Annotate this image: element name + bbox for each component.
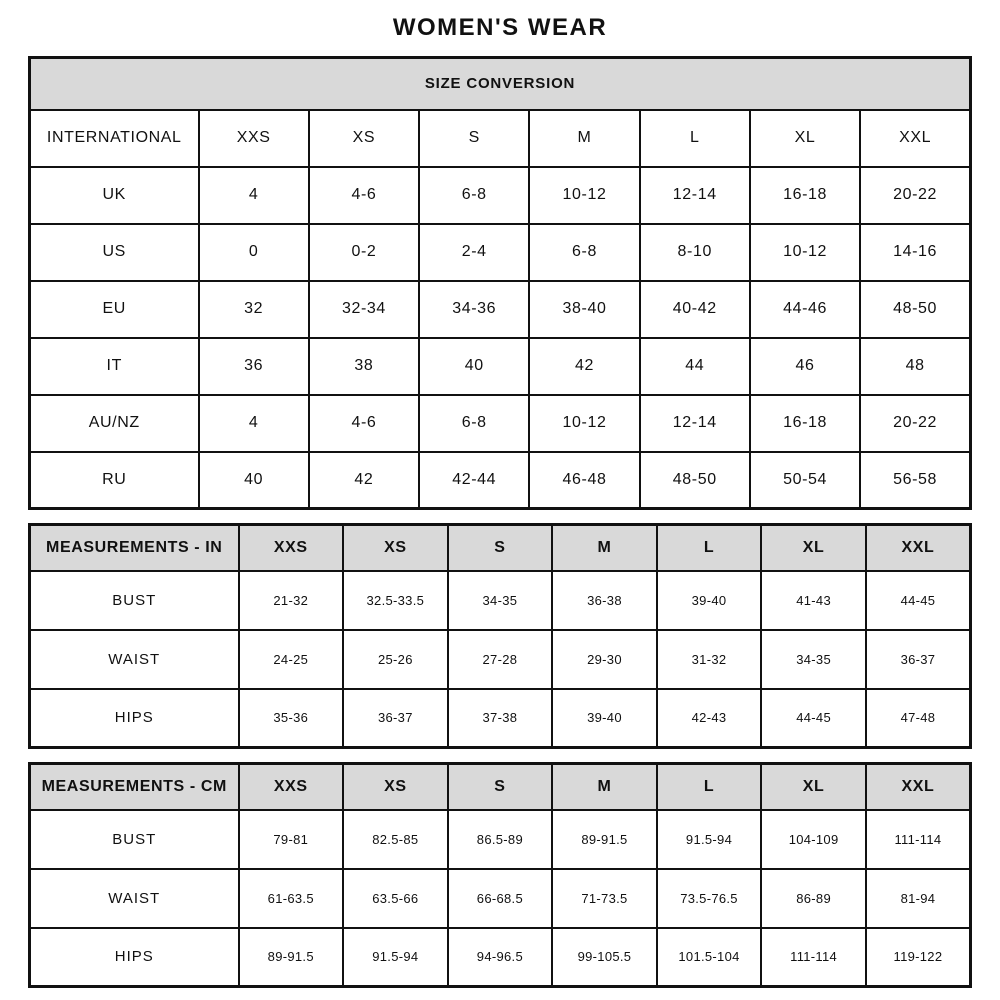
column-header-row: [30, 525, 971, 571]
table-row: [30, 810, 971, 869]
measurement-value: 35-36: [239, 689, 344, 748]
size-value: 34-36: [419, 281, 529, 338]
size-value: 6-8: [419, 167, 529, 224]
size-value: 4: [199, 167, 309, 224]
size-header-cell: M: [529, 110, 639, 167]
size-value: 12-14: [640, 167, 750, 224]
size-value: 16-18: [750, 395, 860, 452]
measurement-value: 66-68.5: [448, 869, 553, 928]
size-value: 4-6: [309, 167, 419, 224]
measurement-value: 79-81: [239, 810, 344, 869]
table-row: [30, 167, 971, 224]
measurement-value: 86.5-89: [448, 810, 553, 869]
size-value: 32-34: [309, 281, 419, 338]
size-value: 50-54: [750, 452, 860, 509]
size-value: 20-22: [860, 167, 970, 224]
measurements-cm-table: [28, 762, 972, 988]
row-label: EU: [30, 281, 199, 338]
size-header-cell: XXL: [860, 110, 970, 167]
measurement-value: 34-35: [761, 630, 866, 689]
size-header-cell: L: [657, 764, 762, 810]
size-value: 2-4: [419, 224, 529, 281]
measurement-value: 32.5-33.5: [343, 571, 448, 630]
measurement-value: 36-37: [343, 689, 448, 748]
row-label: US: [30, 224, 199, 281]
row-label: HIPS: [30, 928, 239, 987]
size-header-cell: S: [448, 764, 553, 810]
size-value: 4: [199, 395, 309, 452]
measurement-value: 63.5-66: [343, 869, 448, 928]
measurement-value: 44-45: [761, 689, 866, 748]
size-header-cell: XXS: [239, 764, 344, 810]
measurement-value: 94-96.5: [448, 928, 553, 987]
size-value: 36: [199, 338, 309, 395]
row-label: WAIST: [30, 869, 239, 928]
size-value: 0-2: [309, 224, 419, 281]
size-header-cell: INTERNATIONAL: [30, 110, 199, 167]
size-conversion-table: [28, 56, 972, 510]
size-value: 40-42: [640, 281, 750, 338]
row-label: UK: [30, 167, 199, 224]
size-header-cell: L: [640, 110, 750, 167]
size-value: 10-12: [529, 167, 639, 224]
measurement-value: 111-114: [761, 928, 866, 987]
measurement-value: 47-48: [866, 689, 971, 748]
measurement-value: 37-38: [448, 689, 553, 748]
measurement-value: 71-73.5: [552, 869, 657, 928]
size-conversion-caption: SIZE CONVERSION: [30, 58, 971, 110]
measurement-value: 34-35: [448, 571, 553, 630]
measurements-in-table: [28, 523, 972, 749]
row-label: IT: [30, 338, 199, 395]
size-header-cell: XS: [309, 110, 419, 167]
measurement-value: 73.5-76.5: [657, 869, 762, 928]
size-value: 48: [860, 338, 970, 395]
size-header-cell: M: [552, 764, 657, 810]
table-row: [30, 689, 971, 748]
measurement-value: 29-30: [552, 630, 657, 689]
measurement-value: 99-105.5: [552, 928, 657, 987]
measurement-value: 36-38: [552, 571, 657, 630]
size-value: 6-8: [419, 395, 529, 452]
row-label: AU/NZ: [30, 395, 199, 452]
size-header-cell: XXL: [866, 764, 971, 810]
measurements-in-header: MEASUREMENTS - IN: [30, 525, 239, 571]
measurement-value: 61-63.5: [239, 869, 344, 928]
measurement-value: 81-94: [866, 869, 971, 928]
size-header-cell: XL: [761, 525, 866, 571]
table-row: [30, 338, 971, 395]
size-value: 8-10: [640, 224, 750, 281]
measurement-value: 89-91.5: [552, 810, 657, 869]
size-header-cell: XXS: [199, 110, 309, 167]
measurement-value: 86-89: [761, 869, 866, 928]
size-value: 14-16: [860, 224, 970, 281]
size-header-cell: XS: [343, 525, 448, 571]
row-label: WAIST: [30, 630, 239, 689]
measurement-value: 27-28: [448, 630, 553, 689]
measurement-value: 39-40: [552, 689, 657, 748]
size-value: 20-22: [860, 395, 970, 452]
size-header-cell: XL: [750, 110, 860, 167]
row-label: BUST: [30, 810, 239, 869]
column-header-row: [30, 764, 971, 810]
measurement-value: 104-109: [761, 810, 866, 869]
size-value: 44: [640, 338, 750, 395]
size-value: 40: [199, 452, 309, 509]
size-value: 46: [750, 338, 860, 395]
measurement-value: 24-25: [239, 630, 344, 689]
size-value: 16-18: [750, 167, 860, 224]
size-value: 4-6: [309, 395, 419, 452]
size-header-cell: XXL: [866, 525, 971, 571]
size-value: 40: [419, 338, 529, 395]
measurement-value: 89-91.5: [239, 928, 344, 987]
measurements-cm-header: MEASUREMENTS - CM: [30, 764, 239, 810]
table-row: [30, 281, 971, 338]
size-value: 10-12: [529, 395, 639, 452]
size-value: 44-46: [750, 281, 860, 338]
size-header-cell: S: [419, 110, 529, 167]
measurement-value: 21-32: [239, 571, 344, 630]
size-header-cell: S: [448, 525, 553, 571]
size-value: 38-40: [529, 281, 639, 338]
row-label: HIPS: [30, 689, 239, 748]
size-header-cell: L: [657, 525, 762, 571]
measurement-value: 36-37: [866, 630, 971, 689]
size-header-cell: XS: [343, 764, 448, 810]
size-value: 42-44: [419, 452, 529, 509]
size-value: 48-50: [860, 281, 970, 338]
table-row: [30, 224, 971, 281]
table-row: [30, 869, 971, 928]
table-row: [30, 452, 971, 509]
measurement-value: 41-43: [761, 571, 866, 630]
page-title: WOMEN'S WEAR: [392, 14, 608, 41]
table-row: [30, 928, 971, 987]
size-value: 42: [529, 338, 639, 395]
size-value: 32: [199, 281, 309, 338]
size-value: 42: [309, 452, 419, 509]
table-row: [30, 571, 971, 630]
size-header-cell: XL: [761, 764, 866, 810]
size-header-cell: M: [552, 525, 657, 571]
row-label: RU: [30, 452, 199, 509]
size-value: 48-50: [640, 452, 750, 509]
size-value: 46-48: [529, 452, 639, 509]
measurement-value: 39-40: [657, 571, 762, 630]
size-value: 38: [309, 338, 419, 395]
measurement-value: 82.5-85: [343, 810, 448, 869]
measurement-value: 111-114: [866, 810, 971, 869]
table-row: [30, 630, 971, 689]
size-value: 10-12: [750, 224, 860, 281]
measurement-value: 25-26: [343, 630, 448, 689]
measurement-value: 91.5-94: [343, 928, 448, 987]
table-row: [30, 395, 971, 452]
size-value: 6-8: [529, 224, 639, 281]
measurement-value: 91.5-94: [657, 810, 762, 869]
measurement-value: 42-43: [657, 689, 762, 748]
measurement-value: 44-45: [866, 571, 971, 630]
size-value: 12-14: [640, 395, 750, 452]
size-value: 0: [199, 224, 309, 281]
size-value: 56-58: [860, 452, 970, 509]
measurement-value: 101.5-104: [657, 928, 762, 987]
table-caption-row: [30, 58, 971, 110]
size-header-cell: XXS: [239, 525, 344, 571]
measurement-value: 31-32: [657, 630, 762, 689]
row-label: BUST: [30, 571, 239, 630]
measurement-value: 119-122: [866, 928, 971, 987]
column-header-row: [30, 110, 971, 167]
